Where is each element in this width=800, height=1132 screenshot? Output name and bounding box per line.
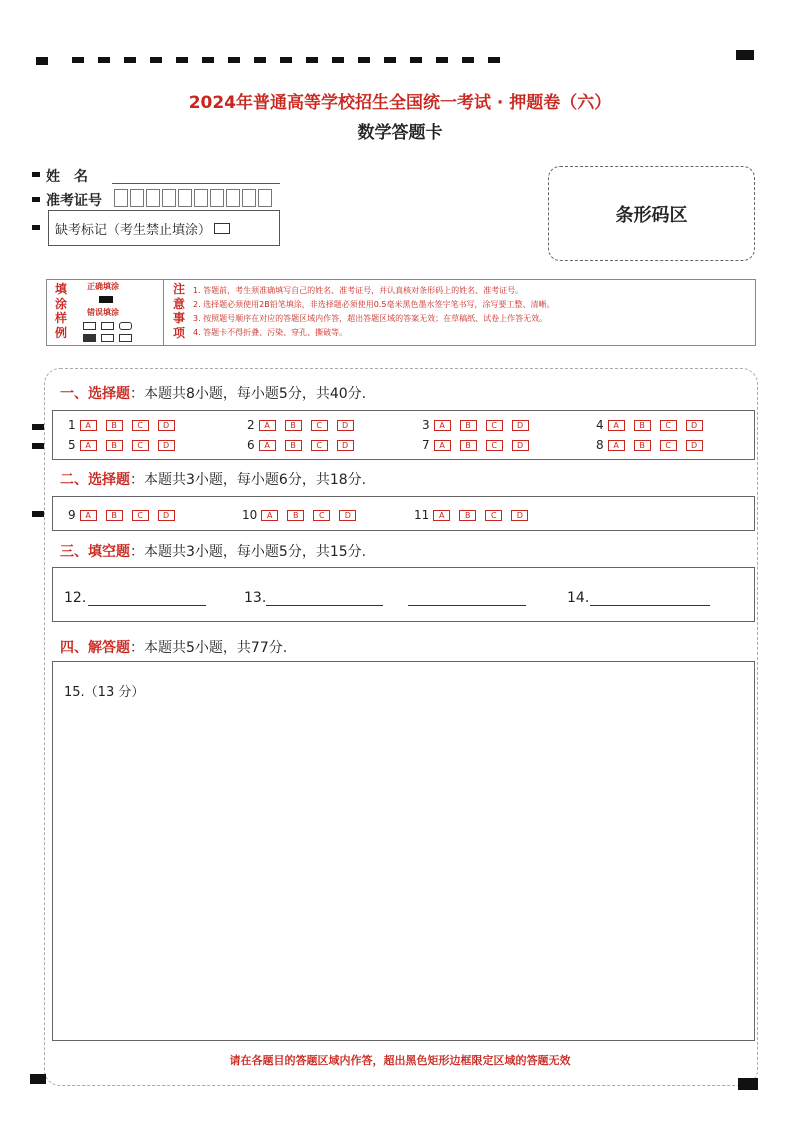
question-number: 1	[68, 418, 76, 432]
option-a-bubble[interactable]: A	[259, 420, 276, 431]
timing-mark	[736, 50, 754, 60]
option-a-bubble[interactable]: A	[434, 420, 451, 431]
option-c-bubble[interactable]: C	[132, 420, 149, 431]
question-2	[247, 418, 363, 432]
timing-mark	[462, 57, 474, 63]
question-7	[422, 438, 538, 452]
question-number: 5	[68, 438, 76, 452]
section-title: 一、选择题	[60, 386, 130, 402]
timing-mark	[280, 57, 292, 63]
timing-mark	[488, 57, 500, 63]
question-number: 6	[247, 438, 255, 452]
timing-mark	[384, 57, 396, 63]
question-9	[68, 508, 184, 522]
wrong-fill-cross-icon	[101, 322, 114, 330]
id-digit-box[interactable]	[210, 189, 224, 207]
note-item: 3. 按照题号顺序在对应的答题区域内作答，超出答题区域的答案无效；在草稿纸、试卷上作答无效。	[193, 314, 548, 323]
option-a-bubble[interactable]: A	[433, 510, 450, 521]
q15-answer-box[interactable]	[52, 661, 755, 1041]
option-d-bubble[interactable]: D	[686, 440, 703, 451]
question-number: 9	[68, 508, 76, 522]
fill-answer-box	[52, 567, 755, 622]
question-number: 11	[414, 508, 430, 522]
question-6	[247, 438, 363, 452]
option-a-bubble[interactable]: A	[434, 440, 451, 451]
exam-id-label: 准考证号	[46, 193, 102, 209]
timing-mark	[32, 443, 44, 449]
timing-mark	[202, 57, 214, 63]
barcode-label: 条形码区	[615, 204, 688, 226]
section-title: 三、填空题	[60, 544, 130, 560]
timing-mark	[32, 424, 44, 430]
id-digit-box[interactable]	[114, 189, 128, 207]
name-input-line[interactable]	[112, 183, 280, 184]
question-number: 4	[596, 418, 604, 432]
wrong-fill-circle-icon	[119, 322, 132, 330]
barcode-area	[548, 166, 755, 261]
question-number: 10	[242, 508, 258, 522]
fill-answer-line[interactable]	[590, 605, 710, 606]
timing-mark	[36, 57, 48, 65]
section-1-heading	[60, 383, 366, 403]
fill-answer-line[interactable]	[408, 605, 526, 606]
option-d-bubble[interactable]: D	[512, 440, 529, 451]
field-marker	[32, 225, 40, 230]
option-c-bubble[interactable]: C	[132, 440, 149, 451]
option-c-bubble[interactable]: C	[132, 510, 149, 521]
option-d-bubble[interactable]: D	[158, 510, 175, 521]
question-11	[414, 508, 537, 522]
notes-side	[173, 282, 187, 340]
note-item: 2. 选择题必须使用2B铅笔填涂，非选择题必须使用0.5毫米黑色墨水签字笔书写，涂写要工整、清晰。	[193, 300, 555, 309]
correct-fill-label: 正确填涂	[87, 282, 119, 291]
id-digit-box[interactable]	[226, 189, 240, 207]
option-c-bubble[interactable]: C	[485, 510, 502, 521]
option-b-bubble[interactable]: B	[634, 420, 651, 431]
question-1	[68, 418, 184, 432]
instructions-panel	[46, 279, 756, 346]
side-char: 事	[173, 311, 186, 325]
timing-mark	[738, 1078, 758, 1090]
option-b-bubble[interactable]: B	[285, 420, 302, 431]
note-item: 4. 答题卡不得折叠、污染、穿孔、撕破等。	[193, 328, 348, 337]
timing-mark	[254, 57, 266, 63]
wrong-fill-label: 错误填涂	[87, 308, 119, 317]
timing-mark	[228, 57, 240, 63]
field-marker	[32, 172, 40, 177]
option-a-bubble[interactable]: A	[608, 420, 625, 431]
option-a-bubble[interactable]: A	[608, 440, 625, 451]
side-char: 填	[55, 282, 68, 296]
fill-question-12: 12.	[64, 590, 87, 606]
question-5	[68, 438, 184, 452]
option-c-bubble[interactable]: C	[311, 420, 328, 431]
option-b-bubble[interactable]: B	[106, 440, 123, 451]
option-c-bubble[interactable]: C	[313, 510, 330, 521]
timing-mark	[176, 57, 188, 63]
option-a-bubble[interactable]: A	[80, 510, 97, 521]
id-digit-box[interactable]	[194, 189, 208, 207]
absent-checkbox[interactable]	[214, 223, 230, 234]
wrong-fill-check-icon	[83, 322, 96, 330]
side-char: 样	[55, 311, 68, 325]
option-b-bubble[interactable]: B	[106, 420, 123, 431]
option-a-bubble[interactable]: A	[259, 440, 276, 451]
id-digit-box[interactable]	[162, 189, 176, 207]
section-desc: ：本题共3小题，每小题6分，共18分.	[130, 472, 367, 488]
question-10	[242, 508, 365, 522]
wrong-fill-dot-icon	[83, 334, 96, 342]
option-c-bubble[interactable]: C	[660, 420, 677, 431]
section-4-heading	[60, 637, 287, 657]
side-char: 意	[173, 296, 186, 311]
section-desc: ：本题共8小题，每小题5分，共40分.	[130, 386, 367, 402]
timing-mark	[436, 57, 448, 63]
question-4	[596, 418, 712, 432]
timing-mark	[98, 57, 110, 63]
option-b-bubble[interactable]: B	[287, 510, 304, 521]
section-desc: ：本题共3小题，每小题5分，共15分.	[130, 544, 367, 560]
option-b-bubble[interactable]: B	[460, 420, 477, 431]
option-b-bubble[interactable]: B	[106, 510, 123, 521]
side-char: 项	[173, 325, 186, 340]
option-d-bubble[interactable]: D	[158, 440, 175, 451]
option-d-bubble[interactable]: D	[158, 420, 175, 431]
option-c-bubble[interactable]: C	[486, 440, 503, 451]
question-number: 8	[596, 438, 604, 452]
option-b-bubble[interactable]: B	[460, 440, 477, 451]
question-3	[422, 418, 538, 432]
card-title: 数学答题卡	[357, 123, 443, 143]
option-d-bubble[interactable]: D	[512, 420, 529, 431]
panel-divider	[163, 280, 164, 345]
timing-mark	[332, 57, 344, 63]
fill-sample-side	[55, 282, 69, 340]
id-digit-box[interactable]	[242, 189, 256, 207]
timing-mark	[358, 57, 370, 63]
section-title: 二、选择题	[60, 472, 130, 488]
question-number: 2	[247, 418, 255, 432]
question-8	[596, 438, 712, 452]
option-b-bubble[interactable]: B	[459, 510, 476, 521]
timing-mark	[124, 57, 136, 63]
option-c-bubble[interactable]: C	[660, 440, 677, 451]
wrong-fill-line-icon	[119, 334, 132, 342]
footer-warning: 请在各题目的答题区域内作答，超出黑色矩形边框限定区域的答题无效	[229, 1054, 571, 1067]
id-digit-box[interactable]	[178, 189, 192, 207]
section-2-heading	[60, 469, 366, 489]
option-b-bubble[interactable]: B	[634, 440, 651, 451]
option-d-bubble[interactable]: D	[337, 420, 354, 431]
timing-mark	[410, 57, 422, 63]
id-digit-box[interactable]	[258, 189, 272, 207]
wrong-fill-half-icon	[101, 334, 114, 342]
option-c-bubble[interactable]: C	[486, 420, 503, 431]
timing-mark	[72, 57, 84, 63]
id-digit-box[interactable]	[146, 189, 160, 207]
question-number: 7	[422, 438, 430, 452]
fill-question-14: 14.	[567, 590, 590, 606]
side-char: 涂	[55, 296, 68, 311]
field-marker	[32, 197, 40, 202]
option-b-bubble[interactable]: B	[285, 440, 302, 451]
section-title: 四、解答题	[60, 640, 130, 656]
timing-mark	[306, 57, 318, 63]
notes-list	[193, 284, 554, 340]
option-a-bubble[interactable]: A	[80, 440, 97, 451]
section-3-heading	[60, 541, 366, 561]
question-number: 3	[422, 418, 430, 432]
timing-mark	[30, 1074, 46, 1084]
correct-fill-sample	[99, 296, 113, 303]
fill-answer-line[interactable]	[88, 605, 206, 606]
timing-mark	[32, 511, 44, 517]
option-d-bubble[interactable]: D	[339, 510, 356, 521]
option-a-bubble[interactable]: A	[261, 510, 278, 521]
fill-question-13: 13.	[244, 590, 267, 606]
absent-label: 缺考标记（考生禁止填涂）	[55, 222, 212, 238]
option-d-bubble[interactable]: D	[337, 440, 354, 451]
timing-mark	[150, 57, 162, 63]
exam-title: 2024年普通高等学校招生全国统一考试 · 押题卷（六）	[188, 93, 612, 113]
option-d-bubble[interactable]: D	[686, 420, 703, 431]
side-char: 例	[55, 325, 68, 340]
side-char: 注	[173, 282, 186, 296]
exam-id-boxes[interactable]	[114, 189, 274, 207]
name-label: 姓 名	[46, 169, 88, 185]
option-d-bubble[interactable]: D	[511, 510, 528, 521]
id-digit-box[interactable]	[130, 189, 144, 207]
note-item: 1. 答题前，考生须准确填写自己的姓名、准考证号，并认真核对条形码上的姓名、准考证号。	[193, 286, 524, 295]
section-desc: ：本题共5小题，共77分.	[130, 640, 288, 656]
absent-mark-box	[48, 210, 280, 246]
option-a-bubble[interactable]: A	[80, 420, 97, 431]
q15-label: 15.（13 分）	[64, 685, 145, 700]
fill-answer-line[interactable]	[266, 605, 383, 606]
option-c-bubble[interactable]: C	[311, 440, 328, 451]
